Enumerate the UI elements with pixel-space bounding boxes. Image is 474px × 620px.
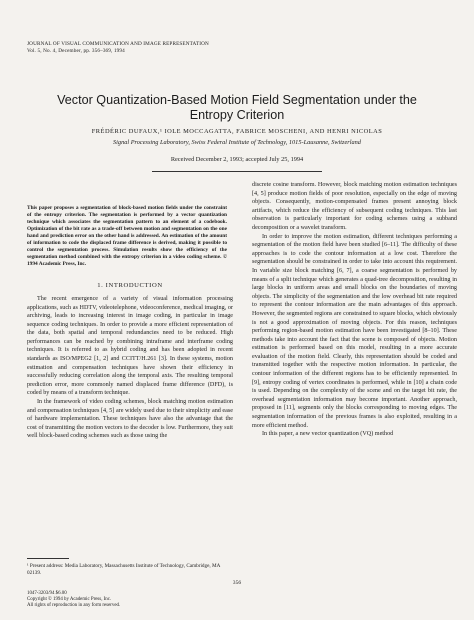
journal-header: [27, 41, 327, 54]
paragraph: The recent emergence of a variety of visual information processing applications, such as HDTV, videotelephone, videoconference, medical imaging, or archiving, leads to increasing interest in image coding, in particular in image sequence coding techniques. In order to provide a more efficient representation of the data, both spatial and temporal redundancies need to be reduced. High performances can be reached by combining intraframe and interframe coding techniques. It is referred to as hybrid coding and has been adopted in recent standards as ISO/MPEG2 [1, 2] and CCITT/H.261 [3]. In these systems, motion estimation and compensation techniques have shown their efficiency in successfully reducing correlation along the temporal axis. The resulting temporal prediction error, more commonly named displaced frame difference (DFD), is coded by means of a transform technique.: [27, 296, 233, 397]
abstract: This paper proposes a segmentation of block-based motion fields under the constraint of the entropy criterion. The segmentation is performed by a vector quantization technique which associates the segmentation pattern to an element of a codebook. Optimization of the bit rate as a trade-off between motion and segmentation on the one hand and prediction error on the other hand is addressed. An estimation of the amount of information to code the displaced frame difference is derived, making it possible to control the segmentation process. Simulation results show the efficiency of the segmentation method combined with the entropy criterion in a video coding scheme. © 1994 Academic Press, Inc.: [27, 205, 227, 267]
section-heading: 1. INTRODUCTION: [97, 282, 163, 289]
footnote-divider: [27, 558, 69, 559]
title-line: Vector Quantization-Based Motion Field Segmentation under the: [57, 93, 417, 107]
left-body: [27, 295, 233, 441]
copyright-line: Copyright © 1994 by Academic Press, Inc.: [27, 597, 112, 602]
paragraph: In order to improve the motion estimation, different techniques performing a segmentation of the motion field have been studied [6–11]. The difficulty of these approaches is to code the contour information at a low cost. Therefore the segmentation should be constrained in order to take into account this requirement. In variable size block matching [6, 7], a coarse segmentation is performed by means of a split technique which generates a quad-tree decomposition, resulting in large blocks in uniform areas and small blocks on the boundaries of moving objects. The simplicity of the segmentation and the low overhead bit rate required to represent the contour information are the main advantages of this approach. However, the segmented regions are constrained to square blocks, which obviously is not a good approximation of moving objects. For this reason, techniques performing region-based motion estimation have been investigated [8–10]. These methods take into account the fact that the scene is composed of objects. Motion estimation is performed based on this model, resulting in a more accurate evaluation of the motion field. Clearly, this representation should be coded and transmitted together with the respective motion information. In particular, the contour information of the different regions has to be efficiently represented. In [9], entropy coding of vertex coordinates is performed, while in [10] a chain code is used. Depending on the complexity of the scene and on the target bit rate, the overhead segmentation information may become important. Another approach, proposed in [11], segments only the blocks corresponding to moving edges. The segmentation information of the previous frames is also exploited, resulting in a more efficient method.: [252, 233, 457, 429]
right-column: [252, 181, 457, 439]
paragraph: In this paper, a new vector quantization (VQ) method: [262, 431, 394, 438]
footnote: ¹ Present address: Media Laboratory, Massachusetts Institute of Technology, Cambridge, MA 02139.: [27, 563, 221, 576]
journal-name: JOURNAL OF VISUAL COMMUNICATION AND IMAGE REPRESENTATION: [27, 41, 209, 47]
author-list: FRÉDÉRIC DUFAUX,¹ IOLE MOCCAGATTA, FABRICE MOSCHENI, AND HENRI NICOLAS: [91, 128, 383, 135]
paper-title: [20, 93, 454, 122]
paragraph: discrete cosine transform. However, block matching motion estimation techniques [4, 5] produce motion fields of poor resolution, especially on the edge of moving objects. Consequently, motion-compensated frames present annoying block artifacts, which reduce the efficiency of subsequent coding techniques. This last observation is particularly important for coding schemes using a subband decomposition or a wavelet transform.: [252, 182, 457, 231]
paragraph: In the framework of video coding schemes, block matching motion estimation and compensation techniques [4, 5] are widely used due to their simplicity and ease of hardware implementation. These techniques have also the advantage that the cost of transmitting the motion vectors to the decoder is low. Furthermore, they suit well block-based coding schemes such as those using the: [27, 398, 233, 440]
right-body: [252, 181, 457, 439]
affiliation: Signal Processing Laboratory, Swiss Federal Institute of Technology, 1015-Lausanne, Switzerland: [113, 139, 361, 146]
copyright-line: All rights of reproduction in any form reserved.: [27, 603, 121, 608]
title-line: Entropy Criterion: [189, 107, 285, 122]
copyright-block: [27, 591, 233, 609]
left-column: [27, 282, 233, 441]
copyright-line: 1047-3203/94 $6.00: [27, 591, 67, 596]
page-number: 356: [232, 580, 242, 586]
journal-issue: Vol. 5, No. 4, December, pp. 356–369, 1994: [27, 47, 125, 54]
header-divider: [152, 171, 322, 172]
received-date: Received December 2, 1993; accepted July 25, 1994: [170, 156, 304, 163]
